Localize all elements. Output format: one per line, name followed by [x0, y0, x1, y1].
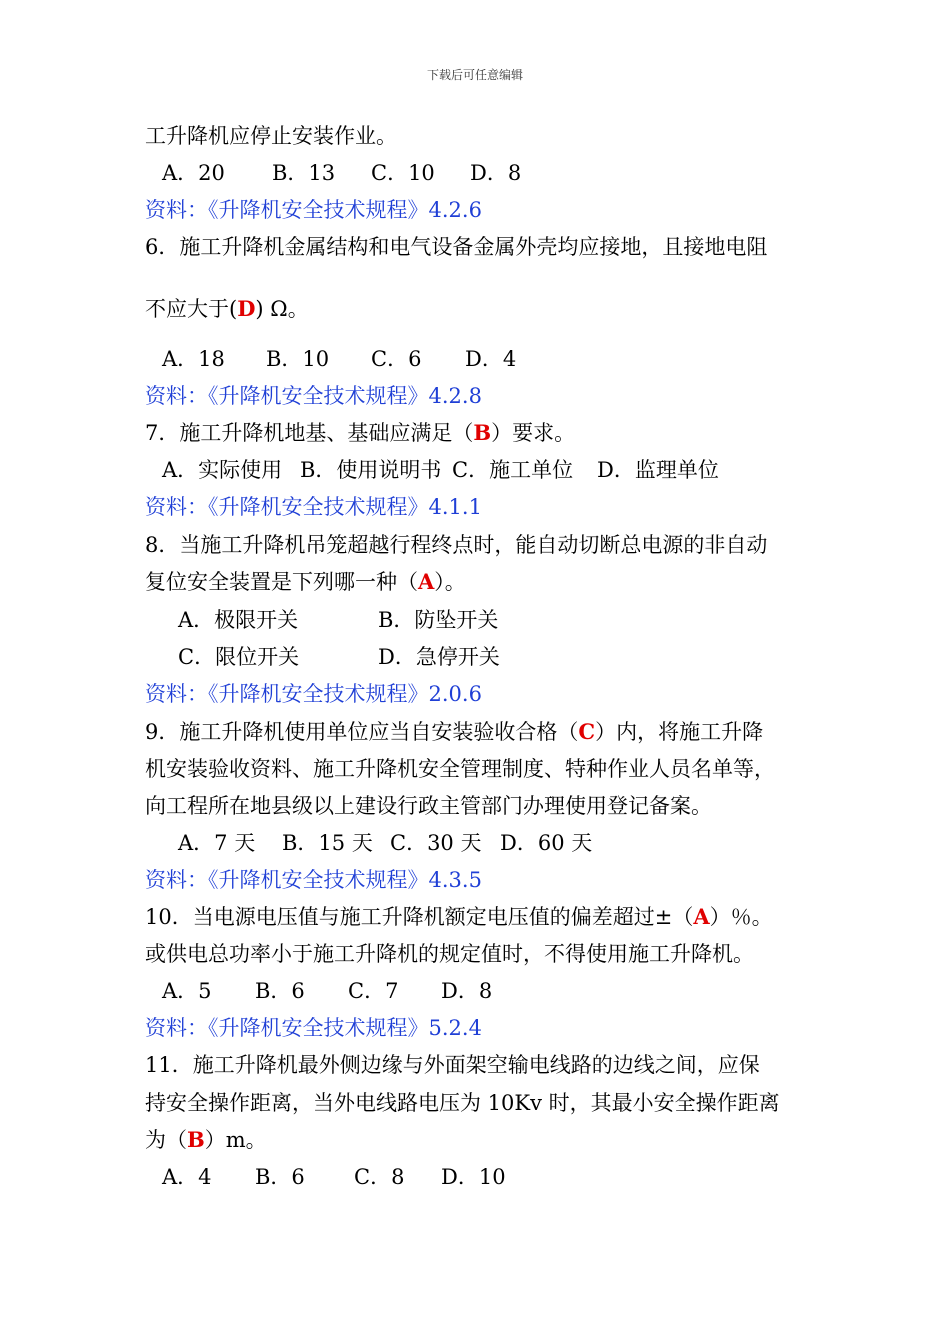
q8-source: 资料：《升降机安全技术规程》2.0.6	[145, 682, 482, 706]
q10-stem-post: ）％。	[709, 905, 773, 929]
q11-option-a: A．4	[162, 1165, 212, 1189]
q7-option-b: B．使用说明书	[300, 458, 442, 482]
q9-option-c: C．30 天	[390, 831, 482, 855]
q8-option-c: C．限位开关	[178, 645, 300, 669]
q9-option-b: B．15 天	[282, 831, 373, 855]
q7-option-a: A．实际使用	[162, 458, 283, 482]
q7-source: 资料：《升降机安全技术规程》4.1.1	[145, 495, 482, 519]
q10-answer: A	[693, 904, 710, 929]
q11-answer: B	[187, 1127, 205, 1152]
q5-source: 资料：《升降机安全技术规程》4.2.6	[145, 198, 482, 222]
q6-stem-line2	[145, 296, 309, 322]
q6-option-d: D．4	[465, 347, 517, 371]
q9-stem-line3: 向工程所在地县级以上建设行政主管部门办理使用登记备案。	[145, 794, 712, 818]
q11-option-c: C．8	[354, 1165, 405, 1189]
q7-stem-post: ）要求。	[491, 421, 576, 445]
q7-stem	[145, 420, 575, 446]
q7-option-c: C．施工单位	[452, 458, 574, 482]
q5-option-a: A．20	[162, 161, 225, 185]
q6-option-c: C．6	[371, 347, 422, 371]
q10-stem-pre: 10．当电源电压值与施工升降机额定电压值的偏差超过±（	[145, 905, 694, 929]
q8-stem-line2	[145, 569, 466, 595]
q8-option-d: D．急停开关	[378, 645, 500, 669]
q9-source: 资料：《升降机安全技术规程》4.3.5	[145, 868, 482, 892]
q11-option-d: D．10	[441, 1165, 506, 1189]
q11-stem-post: ）m。	[204, 1128, 267, 1152]
page-header: 下载后可任意编辑	[426, 68, 523, 82]
q8-answer: A	[418, 569, 435, 594]
q9-stem-line1	[145, 719, 763, 745]
q5-option-c: C．10	[371, 161, 435, 185]
q11-stem-line3	[145, 1127, 267, 1153]
q8-option-b: B．防坠开关	[378, 608, 499, 632]
q11-option-b: B．6	[255, 1165, 305, 1189]
q10-option-a: A．5	[162, 979, 212, 1003]
q10-option-c: C．7	[348, 979, 399, 1003]
q8-stem-post: ）。	[434, 570, 466, 594]
q8-stem-line1: 8．当施工升降机吊笼超越行程终点时，能自动切断总电源的非自动	[145, 533, 768, 557]
q11-stem-line2: 持安全操作距离，当外电线路电压为 10Kv 时，其最小安全操作距离	[145, 1091, 780, 1115]
q7-option-d: D．监理单位	[597, 458, 719, 482]
q5-stem: 工升降机应停止安装作业。	[145, 124, 397, 148]
q9-answer: C	[578, 719, 596, 744]
q8-stem-pre: 复位安全装置是下列哪一种（	[145, 570, 418, 594]
q11-stem-line1: 11．施工升降机最外侧边缘与外面架空输电线路的边线之间，应保	[145, 1053, 760, 1077]
q5-option-b: B．13	[272, 161, 336, 185]
q10-option-b: B．6	[255, 979, 305, 1003]
q5-option-d: D．8	[470, 161, 522, 185]
q7-stem-pre: 7．施工升降机地基、基础应满足（	[145, 421, 474, 445]
q9-option-d: D．60 天	[500, 831, 593, 855]
q10-option-d: D．8	[441, 979, 493, 1003]
q10-source: 资料：《升降机安全技术规程》5.2.4	[145, 1016, 482, 1040]
q6-option-a: A．18	[162, 347, 225, 371]
q8-option-a: A．极限开关	[178, 608, 299, 632]
q6-source: 资料：《升降机安全技术规程》4.2.8	[145, 384, 482, 408]
q10-stem-line1	[145, 904, 773, 930]
q9-stem-pre: 9．施工升降机使用单位应当自安装验收合格（	[145, 720, 579, 744]
q9-option-a: A．7 天	[178, 831, 256, 855]
q6-stem-post: ) Ω。	[255, 297, 309, 321]
q6-option-b: B．10	[266, 347, 330, 371]
q10-stem-line2: 或供电总功率小于施工升降机的规定值时，不得使用施工升降机。	[145, 942, 754, 966]
q7-answer: B	[473, 420, 492, 445]
q9-stem-post: ）内，将施工升降	[595, 720, 764, 744]
q6-answer: D	[237, 296, 256, 321]
q11-stem-pre: 为（	[145, 1128, 187, 1152]
q9-stem-line2: 机安装验收资料、施工升降机安全管理制度、特种作业人员名单等，	[145, 757, 775, 781]
q6-stem-line1: 6．施工升降机金属结构和电气设备金属外壳均应接地，且接地电阻	[145, 235, 768, 259]
q6-stem-pre: 不应大于(	[145, 297, 238, 321]
